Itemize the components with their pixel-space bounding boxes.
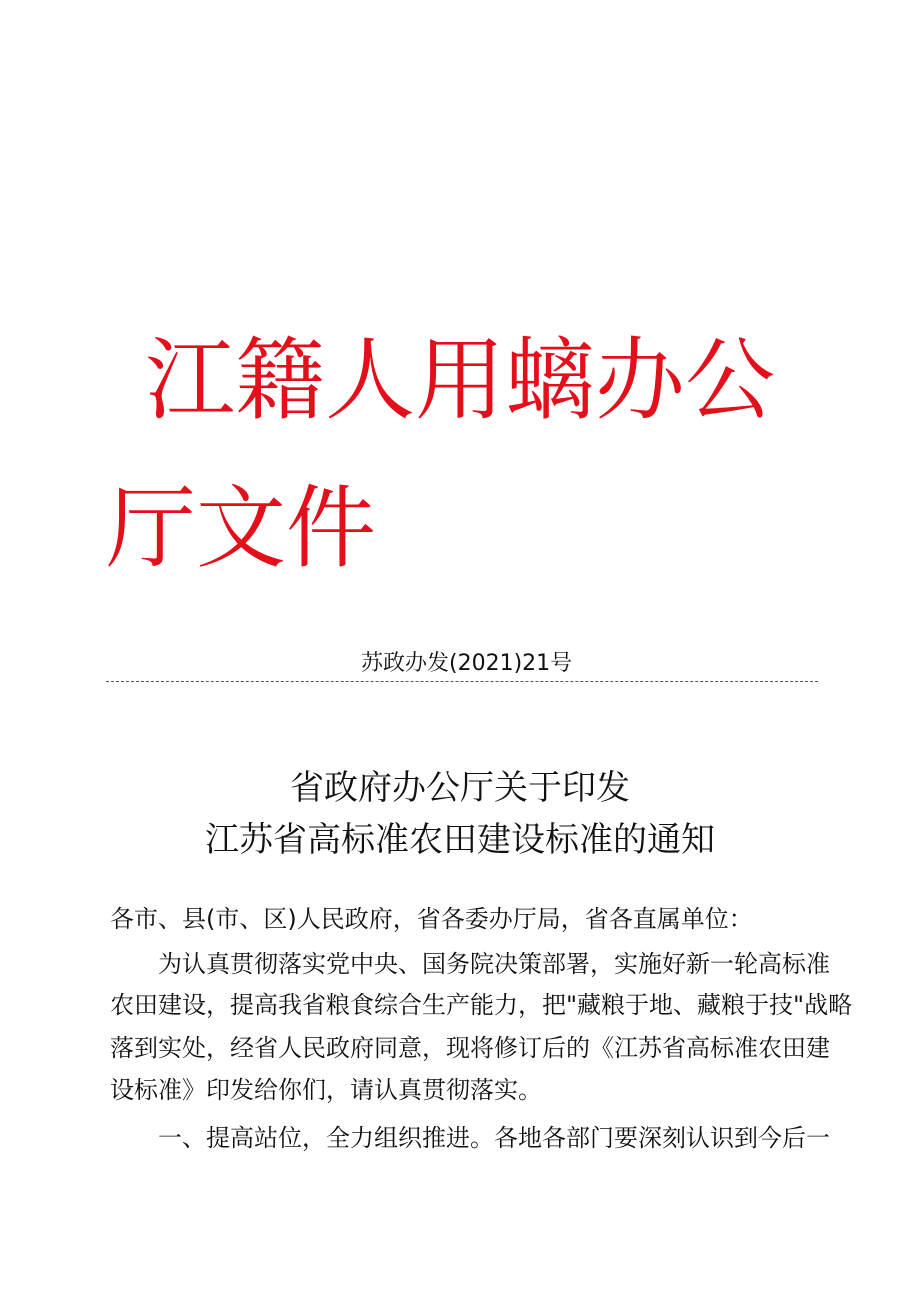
document-title-line-1: 省政府办公厅关于印发 [290, 768, 630, 808]
addressee-line: 各市、县(市、区)人民政府，省各委办厅局，省各直属单位： [110, 905, 753, 933]
body-line: 一、提高站位，全力组织推进。各地各部门要深刻认识到今后一 [110, 1124, 830, 1152]
body-line: 落到实处，经省人民政府同意，现将修订后的《江苏省高标准农田建 [110, 1034, 830, 1062]
masthead-line-2: 厅文件 [106, 476, 376, 581]
document-title-line-2: 江苏省高标准农田建设标准的通知 [205, 820, 715, 860]
body-line: 为认真贯彻落实党中央、国务院决策部署，实施好新一轮高标准 [110, 950, 830, 978]
masthead-line-1: 江籍人用螭办公 [145, 328, 775, 433]
document-number: 苏政办发(2021)21号 [361, 651, 573, 676]
body-line: 农田建设，提高我省粮食综合生产能力，把"藏粮于地、藏粮于技"战略 [110, 991, 853, 1019]
header-divider [106, 681, 818, 682]
body-line: 设标准》印发给你们，请认真贯彻落实。 [110, 1076, 542, 1104]
